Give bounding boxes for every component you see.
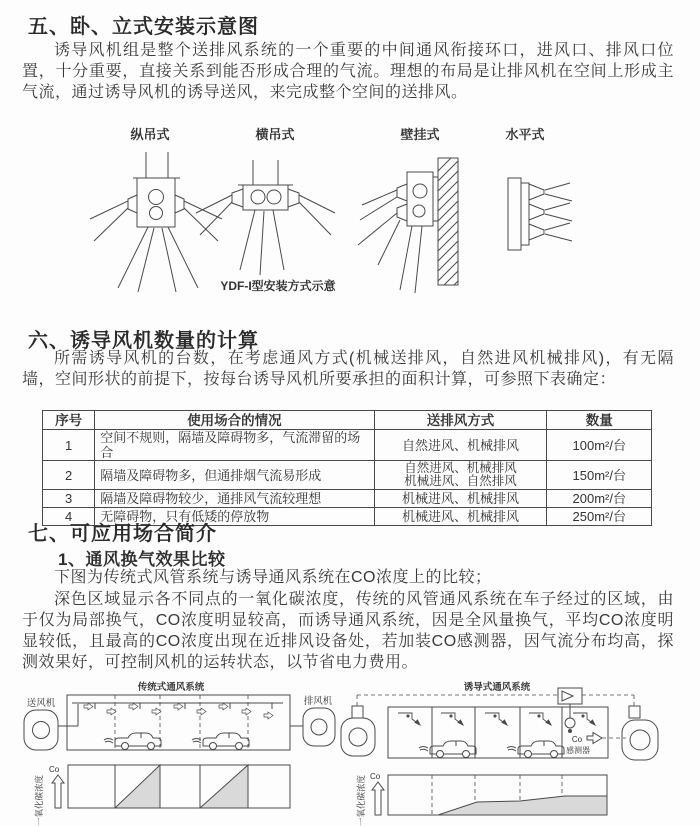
induction-supply-fan-icon — [341, 706, 375, 756]
col-header-no: 序号 — [43, 411, 95, 430]
mode-line-2: 机械进风、自然排风 — [404, 474, 517, 488]
co-text-induction: Co — [370, 772, 381, 781]
co-peak-triangle — [200, 765, 248, 808]
cell-no: 2 — [43, 461, 95, 490]
section5-title: 五、卧、立式安装示意图 — [28, 16, 259, 38]
exhaust-fan-label: 排风机 — [303, 696, 333, 707]
up-arrow-icon — [372, 782, 384, 815]
exhaust-fan-icon — [290, 708, 335, 746]
table-header-row — [43, 411, 652, 430]
cell-no: 1 — [43, 430, 95, 461]
fan-quantity-table — [42, 410, 652, 526]
car-icon — [419, 741, 476, 758]
table-row — [43, 430, 652, 461]
cell-mode: 自然进风、机械排风 — [374, 430, 547, 461]
section5-paragraph: 诱导风机组是整个送排风系统的一个重要的中间通风衔接环口，进风口、排风口位置，十分重要，直接关系到能否形成合理的气流。理想的布局是让排风机在空间上形成主气流，通过诱导风机的诱导送风，来完成整个空间的送排风。 — [22, 42, 674, 101]
vertical-hang-figure — [90, 152, 222, 292]
section6-title: 六、诱导风机数量的计算 — [28, 330, 259, 352]
airflow-arrow-icons-traditional — [84, 703, 273, 719]
installation-diagram — [0, 125, 700, 297]
co-axis-label-induction: 一氧化碳浓度 — [356, 774, 366, 826]
horizontal-type-label: 水平式 — [505, 127, 545, 142]
installation-caption: YDF-I型安装方式示意 — [220, 279, 336, 293]
cell-qty: 150m²/台 — [547, 461, 652, 490]
col-header-qty: 数量 — [547, 411, 652, 430]
wall-mount-figure — [358, 158, 458, 293]
car-icon — [192, 733, 249, 750]
cell-mode: 机械进风、机械排风 — [374, 508, 547, 526]
section7-paragraph: 深色区域显示各不同点的一氧化碳浓度，传统的风管通风系统在车子经过的区域，由于仅为局部换气，CO浓度明显较高，而诱导通风系统，因是全风量换气，平均CO浓度明显较低，且最高的CO浓度出现在近排风设备处，若加装CO感测器，因气流分布均高，探测效果好，可控制风机的运转状态，以节省电力费用。 — [22, 591, 674, 671]
cell-mode — [374, 461, 547, 490]
supply-fan-icon — [24, 704, 78, 750]
table-row — [43, 490, 652, 508]
induction-title: 诱导式通风系统 — [463, 682, 531, 693]
section7-subtitle: 1、通风换气效果比较 — [58, 550, 226, 569]
table-row — [43, 461, 652, 490]
co-axis-label-traditional: 一氧化碳浓度 — [34, 774, 44, 826]
horizontal-hang-figure — [196, 160, 335, 275]
co-text-traditional: Co — [49, 765, 60, 774]
section7-intro: 下图为传统式风管系统与诱导通风系统在CO浓度上的比较； — [54, 569, 492, 586]
section7-title: 七、可应用场合简介 — [28, 523, 217, 545]
col-header-mode: 送排风方式 — [374, 411, 547, 430]
co-comparison-diagram — [0, 678, 700, 826]
cell-case: 隔墙及障碍物较少，通排风气流较理想 — [95, 490, 374, 508]
induction-exhaust-fan-icon — [622, 706, 658, 760]
wall-mount-label: 壁挂式 — [400, 127, 440, 142]
co-peak-triangle — [115, 765, 160, 808]
vertical-hang-label: 纵吊式 — [130, 127, 170, 142]
sensor-co-label: Co — [571, 735, 583, 744]
traditional-title: 传统式通风系统 — [137, 682, 205, 693]
induction-system-figure — [341, 681, 658, 826]
up-arrow-icon — [52, 775, 64, 808]
mode-line-1: 自然进风、机械排风 — [404, 461, 517, 475]
car-icon — [104, 733, 161, 750]
traditional-system-figure — [24, 681, 335, 826]
cell-qty: 100m²/台 — [547, 430, 652, 461]
co-graph-induction — [388, 775, 607, 815]
co-profile-area — [438, 796, 607, 815]
cell-mode: 机械进风、机械排风 — [374, 490, 547, 508]
supply-fan-label: 送风机 — [26, 698, 56, 709]
sensor-name-label: 感测器 — [566, 746, 590, 755]
car-icon — [507, 741, 564, 758]
co-graph-traditional — [68, 765, 290, 808]
col-header-case: 使用场合的情况 — [95, 411, 374, 430]
horizontal-type-figure — [508, 178, 572, 250]
cell-no: 4 — [43, 508, 95, 526]
cell-qty: 200m²/台 — [547, 490, 652, 508]
horizontal-hang-label: 横吊式 — [255, 127, 295, 142]
co-sensor-icon — [565, 718, 575, 733]
cell-case: 无障碍物，只有低矮的停放物 — [95, 508, 374, 526]
cell-qty: 250m²/台 — [547, 508, 652, 526]
cell-case: 空间不规则，隔墙及障碍物多，气流滞留的场合 — [95, 430, 374, 461]
cell-no: 3 — [43, 490, 95, 508]
cell-case: 隔墙及障碍物多，但通排烟气流易形成 — [95, 461, 374, 490]
section6-paragraph: 所需诱导风机的台数，在考虑通风方式(机械送排风，自然进风机械排风)，有无隔墙，空间形状的前提下，按每台诱导风机所要承担的面积计算，可参照下表确定： — [22, 350, 674, 388]
exhaust-flow-arrow-icon — [587, 733, 602, 744]
